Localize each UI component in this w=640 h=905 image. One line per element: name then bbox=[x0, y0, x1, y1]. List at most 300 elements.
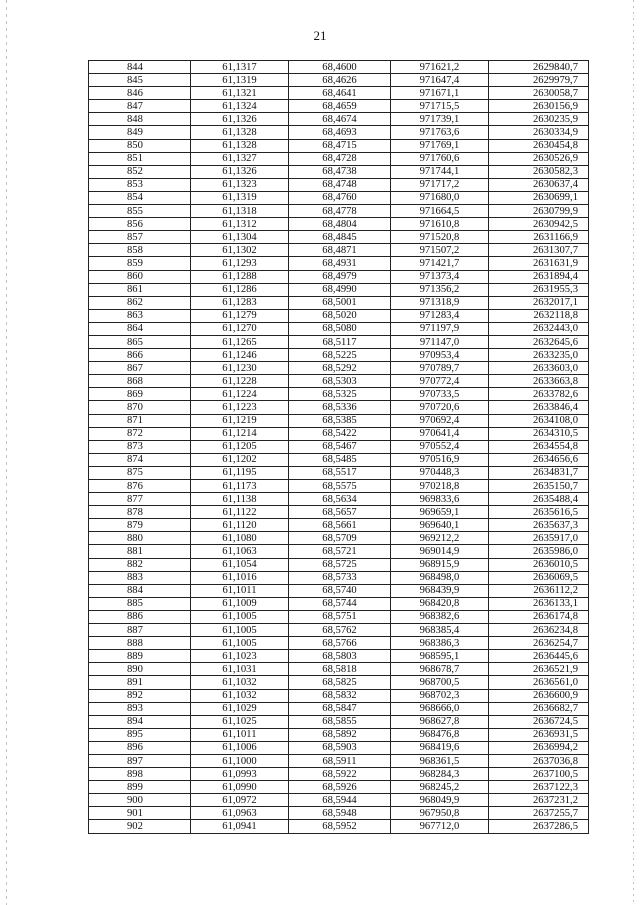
table-row bbox=[89, 139, 589, 152]
y-coordinate-cell: 2636600,9 bbox=[489, 689, 589, 702]
longitude-cell: 68,5744 bbox=[289, 597, 391, 610]
point-number-cell: 881 bbox=[89, 545, 191, 558]
y-coordinate-cell: 2636112,2 bbox=[489, 584, 589, 597]
table-row bbox=[89, 453, 589, 466]
latitude-cell: 61,1223 bbox=[191, 401, 289, 414]
latitude-cell: 61,1031 bbox=[191, 663, 289, 676]
latitude-cell: 61,1063 bbox=[191, 545, 289, 558]
table-row bbox=[89, 768, 589, 781]
table-row bbox=[89, 349, 589, 362]
x-coordinate-cell: 968678,7 bbox=[391, 663, 489, 676]
latitude-cell: 61,1318 bbox=[191, 205, 289, 218]
latitude-cell: 61,1011 bbox=[191, 584, 289, 597]
y-coordinate-cell: 2635150,7 bbox=[489, 480, 589, 493]
latitude-cell: 61,1032 bbox=[191, 676, 289, 689]
table-row bbox=[89, 571, 589, 584]
y-coordinate-cell: 2634656,6 bbox=[489, 453, 589, 466]
point-number-cell: 882 bbox=[89, 558, 191, 571]
point-number-cell: 890 bbox=[89, 663, 191, 676]
table-row bbox=[89, 191, 589, 204]
point-number-cell: 872 bbox=[89, 427, 191, 440]
x-coordinate-cell: 968627,8 bbox=[391, 715, 489, 728]
table-row bbox=[89, 689, 589, 702]
point-number-cell: 879 bbox=[89, 519, 191, 532]
y-coordinate-cell: 2633603,0 bbox=[489, 362, 589, 375]
longitude-cell: 68,5944 bbox=[289, 794, 391, 807]
point-number-cell: 892 bbox=[89, 689, 191, 702]
point-number-cell: 868 bbox=[89, 375, 191, 388]
point-number-cell: 857 bbox=[89, 231, 191, 244]
x-coordinate-cell: 968498,0 bbox=[391, 571, 489, 584]
latitude-cell: 61,1293 bbox=[191, 257, 289, 270]
y-coordinate-cell: 2634554,8 bbox=[489, 440, 589, 453]
longitude-cell: 68,5634 bbox=[289, 493, 391, 506]
x-coordinate-cell: 968702,3 bbox=[391, 689, 489, 702]
x-coordinate-cell: 971283,4 bbox=[391, 309, 489, 322]
latitude-cell: 61,1006 bbox=[191, 741, 289, 754]
point-number-cell: 902 bbox=[89, 820, 191, 833]
y-coordinate-cell: 2636994,2 bbox=[489, 741, 589, 754]
y-coordinate-cell: 2635917,0 bbox=[489, 532, 589, 545]
table-row bbox=[89, 820, 589, 833]
longitude-cell: 68,4760 bbox=[289, 191, 391, 204]
y-coordinate-cell: 2636174,8 bbox=[489, 610, 589, 623]
y-coordinate-cell: 2630156,9 bbox=[489, 100, 589, 113]
x-coordinate-cell: 969833,6 bbox=[391, 493, 489, 506]
longitude-cell: 68,5336 bbox=[289, 401, 391, 414]
x-coordinate-cell: 970448,3 bbox=[391, 466, 489, 479]
y-coordinate-cell: 2637231,2 bbox=[489, 794, 589, 807]
point-number-cell: 884 bbox=[89, 584, 191, 597]
latitude-cell: 61,1011 bbox=[191, 728, 289, 741]
latitude-cell: 61,1328 bbox=[191, 139, 289, 152]
longitude-cell: 68,5709 bbox=[289, 532, 391, 545]
point-number-cell: 870 bbox=[89, 401, 191, 414]
longitude-cell: 68,4931 bbox=[289, 257, 391, 270]
longitude-cell: 68,5903 bbox=[289, 741, 391, 754]
longitude-cell: 68,4778 bbox=[289, 205, 391, 218]
y-coordinate-cell: 2637122,3 bbox=[489, 781, 589, 794]
y-coordinate-cell: 2630699,1 bbox=[489, 191, 589, 204]
latitude-cell: 61,1054 bbox=[191, 558, 289, 571]
y-coordinate-cell: 2637255,7 bbox=[489, 807, 589, 820]
table-row bbox=[89, 178, 589, 191]
longitude-cell: 68,5001 bbox=[289, 296, 391, 309]
latitude-cell: 61,1312 bbox=[191, 218, 289, 231]
latitude-cell: 61,1080 bbox=[191, 532, 289, 545]
point-number-cell: 889 bbox=[89, 650, 191, 663]
table-row bbox=[89, 375, 589, 388]
longitude-cell: 68,5847 bbox=[289, 702, 391, 715]
x-coordinate-cell: 971318,9 bbox=[391, 296, 489, 309]
y-coordinate-cell: 2636010,5 bbox=[489, 558, 589, 571]
x-coordinate-cell: 971356,2 bbox=[391, 283, 489, 296]
x-coordinate-cell: 971760,6 bbox=[391, 152, 489, 165]
point-number-cell: 899 bbox=[89, 781, 191, 794]
y-coordinate-cell: 2636133,1 bbox=[489, 597, 589, 610]
latitude-cell: 61,1120 bbox=[191, 519, 289, 532]
latitude-cell: 61,1122 bbox=[191, 506, 289, 519]
x-coordinate-cell: 968382,6 bbox=[391, 610, 489, 623]
y-coordinate-cell: 2630637,4 bbox=[489, 178, 589, 191]
longitude-cell: 68,5766 bbox=[289, 637, 391, 650]
y-coordinate-cell: 2632118,8 bbox=[489, 309, 589, 322]
x-coordinate-cell: 967712,0 bbox=[391, 820, 489, 833]
table-row bbox=[89, 231, 589, 244]
longitude-cell: 68,4804 bbox=[289, 218, 391, 231]
latitude-cell: 61,1214 bbox=[191, 427, 289, 440]
point-number-cell: 863 bbox=[89, 309, 191, 322]
latitude-cell: 61,1283 bbox=[191, 296, 289, 309]
table-row bbox=[89, 584, 589, 597]
point-number-cell: 871 bbox=[89, 414, 191, 427]
x-coordinate-cell: 970218,8 bbox=[391, 480, 489, 493]
x-coordinate-cell: 971621,2 bbox=[391, 61, 489, 74]
latitude-cell: 61,1029 bbox=[191, 702, 289, 715]
point-number-cell: 854 bbox=[89, 191, 191, 204]
y-coordinate-cell: 2633846,4 bbox=[489, 401, 589, 414]
x-coordinate-cell: 970552,4 bbox=[391, 440, 489, 453]
point-number-cell: 891 bbox=[89, 676, 191, 689]
table-row bbox=[89, 728, 589, 741]
table-row bbox=[89, 218, 589, 231]
x-coordinate-cell: 971717,2 bbox=[391, 178, 489, 191]
x-coordinate-cell: 968915,9 bbox=[391, 558, 489, 571]
table-row bbox=[89, 493, 589, 506]
latitude-cell: 61,1246 bbox=[191, 349, 289, 362]
latitude-cell: 61,1009 bbox=[191, 597, 289, 610]
page-number: 21 bbox=[313, 28, 327, 43]
point-number-cell: 866 bbox=[89, 349, 191, 362]
y-coordinate-cell: 2635986,0 bbox=[489, 545, 589, 558]
longitude-cell: 68,5292 bbox=[289, 362, 391, 375]
point-number-cell: 883 bbox=[89, 571, 191, 584]
table-row bbox=[89, 165, 589, 178]
x-coordinate-cell: 968361,5 bbox=[391, 754, 489, 767]
table-row bbox=[89, 126, 589, 139]
y-coordinate-cell: 2637286,5 bbox=[489, 820, 589, 833]
x-coordinate-cell: 968595,1 bbox=[391, 650, 489, 663]
point-number-cell: 874 bbox=[89, 453, 191, 466]
y-coordinate-cell: 2630526,9 bbox=[489, 152, 589, 165]
longitude-cell: 68,4674 bbox=[289, 113, 391, 126]
point-number-cell: 896 bbox=[89, 741, 191, 754]
longitude-cell: 68,5303 bbox=[289, 375, 391, 388]
y-coordinate-cell: 2633782,6 bbox=[489, 388, 589, 401]
x-coordinate-cell: 971610,8 bbox=[391, 218, 489, 231]
longitude-cell: 68,5325 bbox=[289, 388, 391, 401]
x-coordinate-cell: 970789,7 bbox=[391, 362, 489, 375]
table-row bbox=[89, 715, 589, 728]
x-coordinate-cell: 970733,5 bbox=[391, 388, 489, 401]
longitude-cell: 68,5926 bbox=[289, 781, 391, 794]
x-coordinate-cell: 971680,0 bbox=[391, 191, 489, 204]
table-row bbox=[89, 427, 589, 440]
point-number-cell: 846 bbox=[89, 87, 191, 100]
point-number-cell: 860 bbox=[89, 270, 191, 283]
point-number-cell: 862 bbox=[89, 296, 191, 309]
latitude-cell: 61,1000 bbox=[191, 754, 289, 767]
table-row bbox=[89, 781, 589, 794]
latitude-cell: 61,1270 bbox=[191, 322, 289, 335]
x-coordinate-cell: 971507,2 bbox=[391, 244, 489, 257]
point-number-cell: 848 bbox=[89, 113, 191, 126]
y-coordinate-cell: 2633235,0 bbox=[489, 349, 589, 362]
longitude-cell: 68,5948 bbox=[289, 807, 391, 820]
y-coordinate-cell: 2636724,5 bbox=[489, 715, 589, 728]
longitude-cell: 68,4659 bbox=[289, 100, 391, 113]
point-number-cell: 894 bbox=[89, 715, 191, 728]
table-row bbox=[89, 676, 589, 689]
point-number-cell: 852 bbox=[89, 165, 191, 178]
longitude-cell: 68,5467 bbox=[289, 440, 391, 453]
y-coordinate-cell: 2631955,3 bbox=[489, 283, 589, 296]
longitude-cell: 68,5225 bbox=[289, 349, 391, 362]
y-coordinate-cell: 2631631,9 bbox=[489, 257, 589, 270]
table-row bbox=[89, 519, 589, 532]
point-number-cell: 844 bbox=[89, 61, 191, 74]
table-row bbox=[89, 597, 589, 610]
x-coordinate-cell: 968284,3 bbox=[391, 768, 489, 781]
table-row bbox=[89, 466, 589, 479]
point-number-cell: 867 bbox=[89, 362, 191, 375]
latitude-cell: 61,1219 bbox=[191, 414, 289, 427]
table-row bbox=[89, 401, 589, 414]
point-number-cell: 900 bbox=[89, 794, 191, 807]
y-coordinate-cell: 2632645,6 bbox=[489, 335, 589, 348]
x-coordinate-cell: 969014,9 bbox=[391, 545, 489, 558]
longitude-cell: 68,4990 bbox=[289, 283, 391, 296]
latitude-cell: 61,1327 bbox=[191, 152, 289, 165]
table-row bbox=[89, 388, 589, 401]
latitude-cell: 61,1288 bbox=[191, 270, 289, 283]
point-number-cell: 865 bbox=[89, 335, 191, 348]
point-number-cell: 877 bbox=[89, 493, 191, 506]
point-number-cell: 901 bbox=[89, 807, 191, 820]
table-row bbox=[89, 113, 589, 126]
x-coordinate-cell: 969659,1 bbox=[391, 506, 489, 519]
y-coordinate-cell: 2636254,7 bbox=[489, 637, 589, 650]
latitude-cell: 61,1317 bbox=[191, 61, 289, 74]
table-row bbox=[89, 283, 589, 296]
x-coordinate-cell: 968439,9 bbox=[391, 584, 489, 597]
table-row bbox=[89, 440, 589, 453]
table-row bbox=[89, 152, 589, 165]
latitude-cell: 61,1005 bbox=[191, 637, 289, 650]
longitude-cell: 68,5740 bbox=[289, 584, 391, 597]
x-coordinate-cell: 968049,9 bbox=[391, 794, 489, 807]
point-number-cell: 856 bbox=[89, 218, 191, 231]
table-row bbox=[89, 296, 589, 309]
table-row bbox=[89, 650, 589, 663]
latitude-cell: 61,1286 bbox=[191, 283, 289, 296]
longitude-cell: 68,5751 bbox=[289, 610, 391, 623]
x-coordinate-cell: 967950,8 bbox=[391, 807, 489, 820]
point-number-cell: 850 bbox=[89, 139, 191, 152]
y-coordinate-cell: 2636682,7 bbox=[489, 702, 589, 715]
longitude-cell: 68,5385 bbox=[289, 414, 391, 427]
table-row bbox=[89, 794, 589, 807]
longitude-cell: 68,5832 bbox=[289, 689, 391, 702]
point-number-cell: 858 bbox=[89, 244, 191, 257]
x-coordinate-cell: 968245,2 bbox=[391, 781, 489, 794]
y-coordinate-cell: 2632017,1 bbox=[489, 296, 589, 309]
table-row bbox=[89, 205, 589, 218]
table-row bbox=[89, 480, 589, 493]
x-coordinate-cell: 970720,6 bbox=[391, 401, 489, 414]
latitude-cell: 61,1228 bbox=[191, 375, 289, 388]
table-row bbox=[89, 558, 589, 571]
x-coordinate-cell: 970516,9 bbox=[391, 453, 489, 466]
latitude-cell: 61,1323 bbox=[191, 178, 289, 191]
latitude-cell: 61,1319 bbox=[191, 74, 289, 87]
point-number-cell: 897 bbox=[89, 754, 191, 767]
y-coordinate-cell: 2630942,5 bbox=[489, 218, 589, 231]
longitude-cell: 68,5911 bbox=[289, 754, 391, 767]
latitude-cell: 61,1304 bbox=[191, 231, 289, 244]
y-coordinate-cell: 2631894,4 bbox=[489, 270, 589, 283]
longitude-cell: 68,5855 bbox=[289, 715, 391, 728]
table-row bbox=[89, 532, 589, 545]
y-coordinate-cell: 2634831,7 bbox=[489, 466, 589, 479]
y-coordinate-cell: 2635616,5 bbox=[489, 506, 589, 519]
y-coordinate-cell: 2629840,7 bbox=[489, 61, 589, 74]
longitude-cell: 68,5825 bbox=[289, 676, 391, 689]
x-coordinate-cell: 968419,6 bbox=[391, 741, 489, 754]
y-coordinate-cell: 2636561,0 bbox=[489, 676, 589, 689]
table-row bbox=[89, 637, 589, 650]
longitude-cell: 68,5517 bbox=[289, 466, 391, 479]
x-coordinate-cell: 971647,4 bbox=[391, 74, 489, 87]
longitude-cell: 68,4845 bbox=[289, 231, 391, 244]
x-coordinate-cell: 968666,0 bbox=[391, 702, 489, 715]
x-coordinate-cell: 971197,9 bbox=[391, 322, 489, 335]
point-number-cell: 875 bbox=[89, 466, 191, 479]
y-coordinate-cell: 2630058,7 bbox=[489, 87, 589, 100]
latitude-cell: 61,0963 bbox=[191, 807, 289, 820]
table-row bbox=[89, 754, 589, 767]
point-number-cell: 845 bbox=[89, 74, 191, 87]
x-coordinate-cell: 970692,4 bbox=[391, 414, 489, 427]
longitude-cell: 68,4738 bbox=[289, 165, 391, 178]
y-coordinate-cell: 2630334,9 bbox=[489, 126, 589, 139]
table-row bbox=[89, 545, 589, 558]
latitude-cell: 61,1016 bbox=[191, 571, 289, 584]
longitude-cell: 68,5818 bbox=[289, 663, 391, 676]
longitude-cell: 68,4600 bbox=[289, 61, 391, 74]
latitude-cell: 61,0993 bbox=[191, 768, 289, 781]
table-row bbox=[89, 414, 589, 427]
longitude-cell: 68,4979 bbox=[289, 270, 391, 283]
longitude-cell: 68,5020 bbox=[289, 309, 391, 322]
y-coordinate-cell: 2636521,9 bbox=[489, 663, 589, 676]
latitude-cell: 61,1302 bbox=[191, 244, 289, 257]
x-coordinate-cell: 971671,1 bbox=[391, 87, 489, 100]
point-number-cell: 898 bbox=[89, 768, 191, 781]
longitude-cell: 68,5721 bbox=[289, 545, 391, 558]
latitude-cell: 61,1025 bbox=[191, 715, 289, 728]
point-number-cell: 878 bbox=[89, 506, 191, 519]
y-coordinate-cell: 2635637,3 bbox=[489, 519, 589, 532]
y-coordinate-cell: 2636445,6 bbox=[489, 650, 589, 663]
x-coordinate-cell: 968385,4 bbox=[391, 624, 489, 637]
table-row bbox=[89, 74, 589, 87]
latitude-cell: 61,0941 bbox=[191, 820, 289, 833]
y-coordinate-cell: 2631166,9 bbox=[489, 231, 589, 244]
y-coordinate-cell: 2633663,8 bbox=[489, 375, 589, 388]
latitude-cell: 61,1328 bbox=[191, 126, 289, 139]
y-coordinate-cell: 2637036,8 bbox=[489, 754, 589, 767]
x-coordinate-cell: 968700,5 bbox=[391, 676, 489, 689]
table-row bbox=[89, 270, 589, 283]
latitude-cell: 61,1032 bbox=[191, 689, 289, 702]
latitude-cell: 61,1279 bbox=[191, 309, 289, 322]
latitude-cell: 61,1205 bbox=[191, 440, 289, 453]
y-coordinate-cell: 2636931,5 bbox=[489, 728, 589, 741]
longitude-cell: 68,5922 bbox=[289, 768, 391, 781]
longitude-cell: 68,5892 bbox=[289, 728, 391, 741]
longitude-cell: 68,4871 bbox=[289, 244, 391, 257]
latitude-cell: 61,1319 bbox=[191, 191, 289, 204]
point-number-cell: 885 bbox=[89, 597, 191, 610]
latitude-cell: 61,1138 bbox=[191, 493, 289, 506]
coordinates-table bbox=[88, 60, 589, 834]
longitude-cell: 68,5117 bbox=[289, 335, 391, 348]
y-coordinate-cell: 2630582,3 bbox=[489, 165, 589, 178]
table-row bbox=[89, 610, 589, 623]
x-coordinate-cell: 969212,2 bbox=[391, 532, 489, 545]
table-row bbox=[89, 807, 589, 820]
x-coordinate-cell: 971739,1 bbox=[391, 113, 489, 126]
table-row bbox=[89, 335, 589, 348]
y-coordinate-cell: 2631307,7 bbox=[489, 244, 589, 257]
x-coordinate-cell: 971769,1 bbox=[391, 139, 489, 152]
point-number-cell: 861 bbox=[89, 283, 191, 296]
latitude-cell: 61,1023 bbox=[191, 650, 289, 663]
longitude-cell: 68,4715 bbox=[289, 139, 391, 152]
point-number-cell: 855 bbox=[89, 205, 191, 218]
table-row bbox=[89, 244, 589, 257]
longitude-cell: 68,4641 bbox=[289, 87, 391, 100]
x-coordinate-cell: 971520,8 bbox=[391, 231, 489, 244]
y-coordinate-cell: 2630799,9 bbox=[489, 205, 589, 218]
latitude-cell: 61,0972 bbox=[191, 794, 289, 807]
point-number-cell: 853 bbox=[89, 178, 191, 191]
longitude-cell: 68,5080 bbox=[289, 322, 391, 335]
x-coordinate-cell: 968386,3 bbox=[391, 637, 489, 650]
latitude-cell: 61,1230 bbox=[191, 362, 289, 375]
point-number-cell: 895 bbox=[89, 728, 191, 741]
y-coordinate-cell: 2634310,5 bbox=[489, 427, 589, 440]
latitude-cell: 61,1005 bbox=[191, 624, 289, 637]
latitude-cell: 61,1324 bbox=[191, 100, 289, 113]
point-number-cell: 893 bbox=[89, 702, 191, 715]
table-row bbox=[89, 362, 589, 375]
longitude-cell: 68,5803 bbox=[289, 650, 391, 663]
point-number-cell: 851 bbox=[89, 152, 191, 165]
x-coordinate-cell: 971664,5 bbox=[391, 205, 489, 218]
latitude-cell: 61,1326 bbox=[191, 113, 289, 126]
longitude-cell: 68,4728 bbox=[289, 152, 391, 165]
y-coordinate-cell: 2630454,8 bbox=[489, 139, 589, 152]
latitude-cell: 61,1195 bbox=[191, 466, 289, 479]
longitude-cell: 68,5485 bbox=[289, 453, 391, 466]
table-row bbox=[89, 100, 589, 113]
table-row bbox=[89, 309, 589, 322]
scan-edge-left bbox=[6, 0, 7, 905]
x-coordinate-cell: 971763,6 bbox=[391, 126, 489, 139]
latitude-cell: 61,0990 bbox=[191, 781, 289, 794]
